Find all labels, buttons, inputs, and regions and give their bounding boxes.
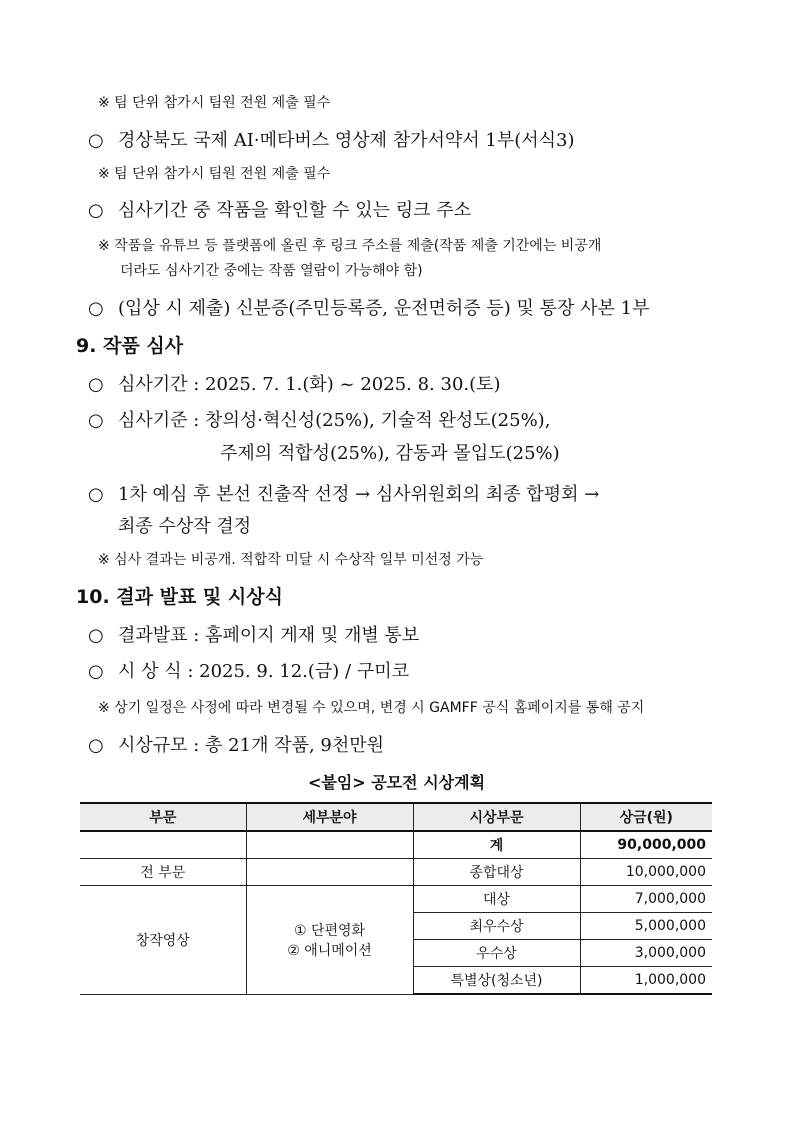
bullet-mark: ○: [88, 200, 104, 221]
note-team-submission-1: ※ 팀 단위 참가시 팀원 전원 제출 필수: [98, 95, 331, 111]
bullet-text: 시상규모 : 총 21개 작품, 9천만원: [118, 735, 385, 756]
award-amount: 1,000,000: [580, 967, 712, 995]
note-schedule-change: ※ 상기 일정은 사정에 따라 변경될 수 있으며, 변경 시 GAMFF 공식 홈페이지를 통해 공지: [98, 700, 645, 716]
bullet-id-bankbook: [88, 294, 649, 320]
table-cell: [80, 831, 246, 859]
table-cell: [246, 831, 413, 859]
table-row-grand-award: [80, 859, 712, 886]
bullet-text: 1차 예심 후 본선 진출작 선정 → 심사위원회의 최종 합평회 →: [118, 484, 600, 505]
section-9-heading: 9. 작품 심사: [76, 335, 184, 357]
table-cell: [246, 859, 413, 886]
total-value: 90,000,000: [580, 831, 712, 859]
award-name: 대상: [413, 886, 580, 913]
bullet-mark: ○: [88, 484, 104, 505]
award-grand: 종합대상: [413, 859, 580, 886]
bullet-announcement: [88, 621, 419, 647]
bullet-text: 결과발표 : 홈페이지 게재 및 개별 통보: [118, 625, 420, 646]
prize-table: [80, 802, 712, 995]
bullet-mark: ○: [88, 298, 104, 319]
section-10-heading: 10. 결과 발표 및 시상식: [76, 586, 283, 608]
bullet-review-process: [88, 480, 599, 506]
bullet-text: 심사기간 중 작품을 확인할 수 있는 링크 주소: [118, 200, 472, 221]
header-sub-field: 세부분야: [246, 803, 413, 831]
bullet-pledge-form: [88, 126, 575, 152]
review-process-continued: 최종 수상작 결정: [118, 516, 252, 537]
note-upload-link-2: 더라도 심사기간 중에는 작품 열람이 가능해야 함): [120, 263, 423, 279]
bullet-mark: ○: [88, 625, 104, 646]
header-award-category: 시상부문: [413, 803, 580, 831]
award-amount: 3,000,000: [580, 940, 712, 967]
bullet-mark: ○: [88, 374, 104, 395]
sub-field-short-film: ① 단편영화: [293, 922, 366, 939]
note-review-results: ※ 심사 결과는 비공개. 적합작 미달 시 수상작 일부 미선정 가능: [98, 552, 484, 568]
bullet-text: 심사기준 : 창의성·혁신성(25%), 기술적 완성도(25%),: [118, 410, 551, 431]
sub-field-animation: ② 애니메이션: [287, 942, 372, 959]
sub-fields: [246, 886, 413, 995]
bullet-link-address: [88, 196, 471, 222]
award-amount: 5,000,000: [580, 913, 712, 940]
bullet-text: 심사기간 : 2025. 7. 1.(화) ~ 2025. 8. 30.(토): [118, 374, 501, 395]
table-row-total: [80, 831, 712, 859]
award-name: 특별상(청소년): [413, 967, 580, 995]
bullet-review-period: [88, 370, 501, 396]
bullet-mark: ○: [88, 130, 104, 151]
bullet-review-criteria: [88, 406, 550, 432]
table-caption: <붙임> 공모전 시상계획: [307, 773, 486, 792]
table-row: [80, 886, 712, 913]
division-all: 전 부문: [80, 859, 246, 886]
header-division: 부문: [80, 803, 246, 831]
note-upload-link-1: ※ 작품을 유튜브 등 플랫폼에 올린 후 링크 주소를 제출(작품 제출 기간에는 비공개: [98, 238, 602, 254]
bullet-text: (입상 시 제출) 신분증(주민등록증, 운전면허증 등) 및 통장 사본 1부: [118, 298, 650, 319]
bullet-ceremony: [88, 657, 409, 683]
award-name: 최우수상: [413, 913, 580, 940]
bullet-text: 시 상 식 : 2025. 9. 12.(금) / 구미코: [118, 661, 409, 682]
award-amount: 7,000,000: [580, 886, 712, 913]
table-header-row: [80, 803, 712, 831]
total-label: 계: [413, 831, 580, 859]
award-name: 우수상: [413, 940, 580, 967]
header-prize-money: 상금(원): [580, 803, 712, 831]
bullet-text: 경상북도 국제 AI·메타버스 영상제 참가서약서 1부(서식3): [118, 130, 575, 151]
bullet-mark: ○: [88, 410, 104, 431]
bullet-award-scale: [88, 731, 384, 757]
amount-grand: 10,000,000: [580, 859, 712, 886]
division-creative: 창작영상: [80, 886, 246, 995]
note-team-submission-2: ※ 팀 단위 참가시 팀원 전원 제출 필수: [98, 166, 331, 182]
review-criteria-continued: 주제의 적합성(25%), 감동과 몰입도(25%): [220, 443, 560, 464]
bullet-mark: ○: [88, 735, 104, 756]
bullet-mark: ○: [88, 661, 104, 682]
